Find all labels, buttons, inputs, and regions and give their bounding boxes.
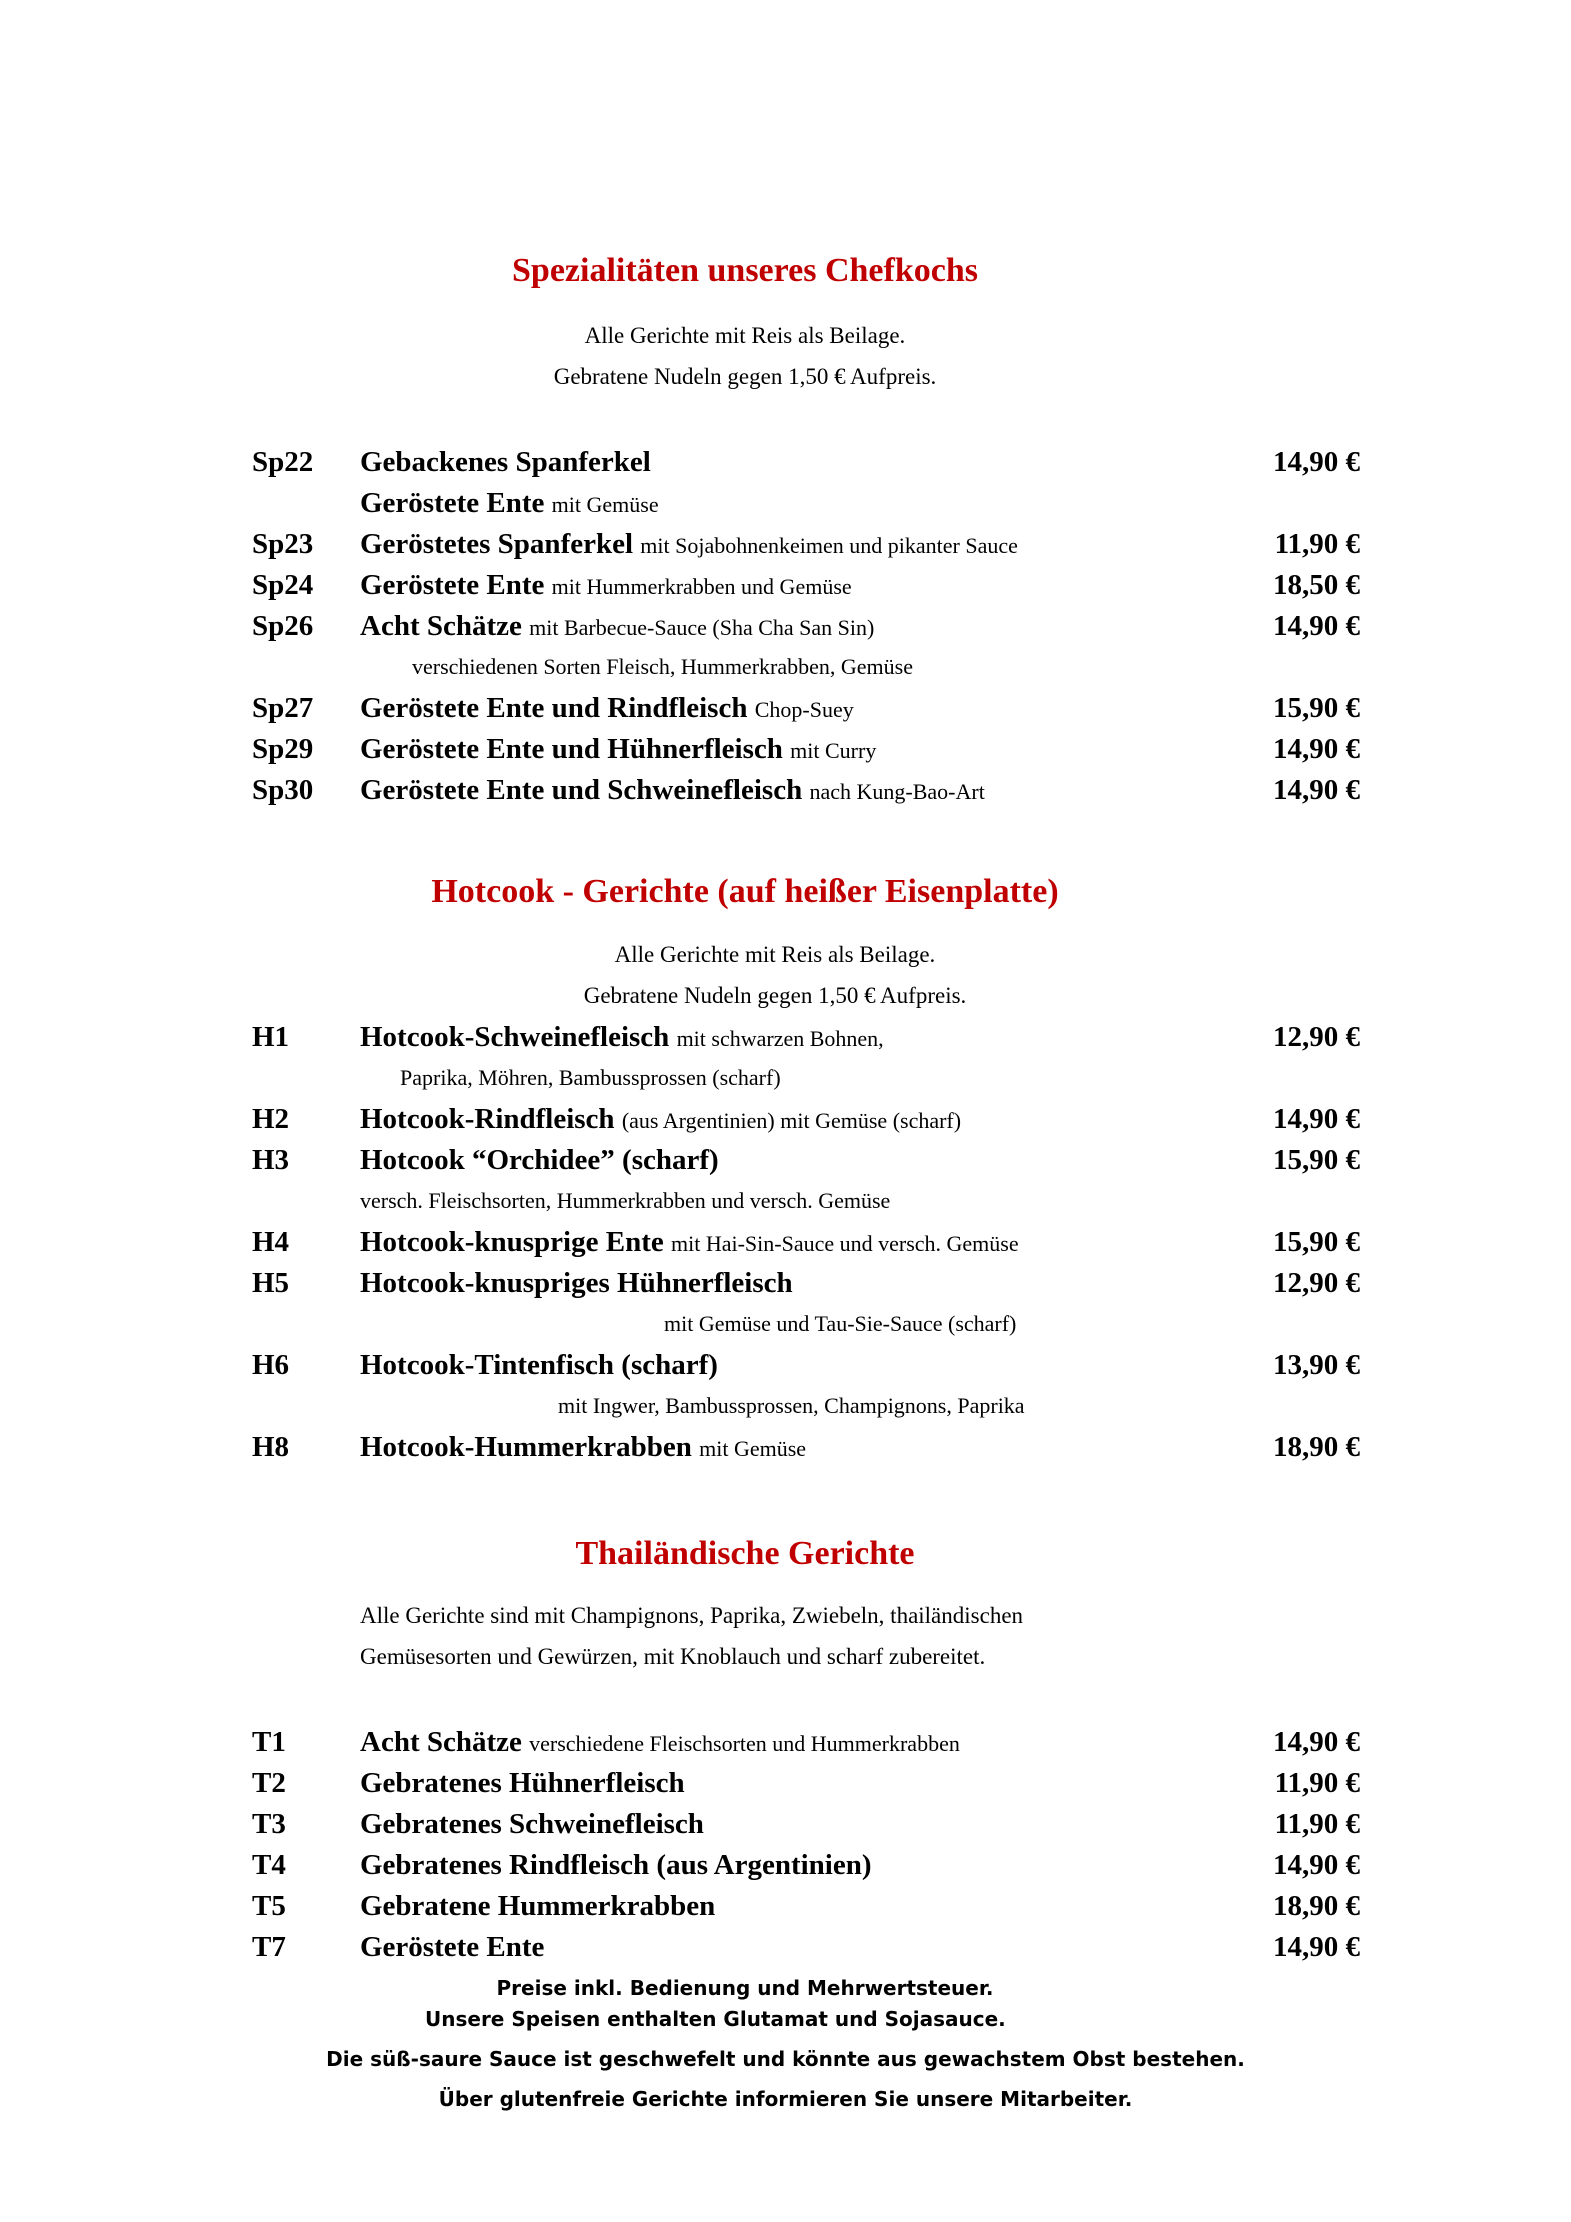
item-code: T5 <box>252 1890 286 1922</box>
item-description: mit schwarzen Bohnen, <box>676 1026 884 1051</box>
item-name: Hotcook “Orchidee” (scharf) <box>360 1144 719 1176</box>
item-price: 14,90 € <box>1273 733 1360 765</box>
item-price: 18,90 € <box>1273 1431 1360 1463</box>
item-name: Acht Schätze <box>360 610 522 642</box>
item-name: Geröstete Ente <box>360 487 545 519</box>
menu-item <box>252 569 1362 609</box>
menu-item <box>252 1431 1362 1471</box>
item-name: Geröstete Ente und Rindfleisch <box>360 692 748 724</box>
item-name: Acht Schätze <box>360 1726 522 1758</box>
item-code: Sp27 <box>252 692 314 724</box>
item-description: verschiedene Fleischsorten und Hummerkrabben <box>529 1731 960 1756</box>
item-price: 14,90 € <box>1273 610 1360 642</box>
menu-item <box>252 1349 1362 1389</box>
item-description: mit Curry <box>790 738 877 763</box>
item-description: nach Kung-Bao-Art <box>809 779 985 804</box>
item-price: 11,90 € <box>1274 1767 1360 1799</box>
menu-item <box>252 446 1362 486</box>
item-name: Hotcook-Tintenfisch (scharf) <box>360 1349 718 1381</box>
item-code: T7 <box>252 1931 286 1963</box>
item-code: Sp22 <box>252 446 314 478</box>
section-note: Gebratene Nudeln gegen 1,50 € Aufpreis. <box>553 364 937 389</box>
section-note: Alle Gerichte mit Reis als Beilage. <box>614 942 936 967</box>
item-price: 14,90 € <box>1273 1931 1360 1963</box>
item-title <box>360 487 659 520</box>
menu-item <box>252 1144 1362 1184</box>
section-title-specialities: Spezialitäten unseres Chefkochs <box>512 252 978 289</box>
item-price: 14,90 € <box>1273 1849 1360 1881</box>
menu-item <box>252 692 1362 732</box>
item-description: mit Sojabohnenkeimen und pikanter Sauce <box>640 533 1018 558</box>
item-price: 18,90 € <box>1273 1890 1360 1922</box>
item-code: H1 <box>252 1021 290 1053</box>
item-price: 11,90 € <box>1274 1808 1360 1840</box>
item-name: Hotcook-Schweinefleisch <box>360 1021 670 1053</box>
item-description: mit Hummerkrabben und Gemüse <box>551 574 852 599</box>
menu-item <box>252 1103 1362 1143</box>
item-code: T2 <box>252 1767 286 1799</box>
item-code: H2 <box>252 1103 290 1135</box>
item-description: mit Barbecue-Sauce (Sha Cha San Sin) <box>529 615 875 640</box>
item-price: 14,90 € <box>1273 774 1360 806</box>
menu-item <box>252 1267 1362 1307</box>
item-code: T4 <box>252 1849 286 1881</box>
item-description: (aus Argentinien) mit Gemüse (scharf) <box>621 1108 962 1133</box>
item-code: H3 <box>252 1144 290 1176</box>
section-note: Alle Gerichte sind mit Champignons, Paprika, Zwiebeln, thailändischen <box>360 1603 1024 1628</box>
menu-item <box>252 1849 1362 1889</box>
item-name: Gebackenes Spanferkel <box>360 446 651 478</box>
item-code: H8 <box>252 1431 290 1463</box>
item-price: 12,90 € <box>1273 1021 1360 1053</box>
item-price: 18,50 € <box>1273 569 1360 601</box>
item-description: mit Gemüse <box>699 1436 807 1461</box>
item-code: T3 <box>252 1808 286 1840</box>
item-name: Gebratenes Rindfleisch (aus Argentinien) <box>360 1849 872 1881</box>
item-name: Geröstete Ente <box>360 569 545 601</box>
item-price: 11,90 € <box>1274 528 1360 560</box>
item-subline: mit Ingwer, Bambussprossen, Champignons, Paprika <box>558 1393 1025 1418</box>
item-price: 14,90 € <box>1273 1103 1360 1135</box>
footer-note: Preise inkl. Bedienung und Mehrwertsteuer. <box>496 1976 994 2000</box>
item-description: Chop-Suey <box>754 697 854 722</box>
item-code: Sp30 <box>252 774 314 806</box>
item-subline: verschiedenen Sorten Fleisch, Hummerkrabben, Gemüse <box>412 654 913 679</box>
item-code: Sp24 <box>252 569 314 601</box>
item-name: Hotcook-Rindfleisch <box>360 1103 615 1135</box>
menu-item <box>252 1931 1362 1971</box>
menu-item <box>252 1226 1362 1266</box>
item-price: 14,90 € <box>1273 1726 1360 1758</box>
item-subline: Paprika, Möhren, Bambussprossen (scharf) <box>400 1065 781 1090</box>
menu-item <box>252 1767 1362 1807</box>
item-subline: versch. Fleischsorten, Hummerkrabben und versch. Gemüse <box>360 1188 891 1213</box>
footer-note: Über glutenfreie Gerichte informieren Sie unsere Mitarbeiter. <box>438 2087 1133 2111</box>
menu-item <box>252 774 1362 814</box>
menu-item <box>252 528 1362 568</box>
menu-item <box>252 1890 1362 1930</box>
item-name: Gebratenes Schweinefleisch <box>360 1808 704 1840</box>
item-price: 13,90 € <box>1273 1349 1360 1381</box>
section-title-thai: Thailändische Gerichte <box>575 1535 915 1572</box>
menu-item <box>252 733 1362 773</box>
item-name: Geröstete Ente und Hühnerfleisch <box>360 733 783 765</box>
item-code: H6 <box>252 1349 290 1381</box>
section-title-hotcook: Hotcook - Gerichte (auf heißer Eisenplatte) <box>431 873 1059 910</box>
item-code: Sp23 <box>252 528 314 560</box>
section-note: Alle Gerichte mit Reis als Beilage. <box>584 323 906 348</box>
item-code: Sp26 <box>252 610 314 642</box>
section-note: Gebratene Nudeln gegen 1,50 € Aufpreis. <box>583 983 967 1008</box>
item-name: Hotcook-knusprige Ente <box>360 1226 664 1258</box>
section-note: Gemüsesorten und Gewürzen, mit Knoblauch und scharf zubereitet. <box>360 1644 986 1669</box>
item-description: mit Gemüse <box>551 492 659 517</box>
item-name: Geröstete Ente <box>360 1931 545 1963</box>
item-code: H4 <box>252 1226 290 1258</box>
item-code: Sp29 <box>252 733 314 765</box>
item-code: T1 <box>252 1726 286 1758</box>
item-name: Gebratenes Hühnerfleisch <box>360 1767 685 1799</box>
menu-item <box>252 1808 1362 1848</box>
item-description: mit Hai-Sin-Sauce und versch. Gemüse <box>670 1231 1019 1256</box>
item-name: Hotcook-knuspriges Hühnerfleisch <box>360 1267 793 1299</box>
item-price: 12,90 € <box>1273 1267 1360 1299</box>
item-subline: mit Gemüse und Tau-Sie-Sauce (scharf) <box>664 1311 1017 1336</box>
menu-item <box>252 1021 1362 1061</box>
item-price: 15,90 € <box>1273 1144 1360 1176</box>
item-code: H5 <box>252 1267 290 1299</box>
footer-note: Die süß-saure Sauce ist geschwefelt und könnte aus gewachstem Obst bestehen. <box>326 2047 1245 2071</box>
item-name: Gebratene Hummerkrabben <box>360 1890 716 1922</box>
menu-item <box>252 610 1362 650</box>
item-name: Geröstetes Spanferkel <box>360 528 634 560</box>
menu-item <box>252 487 1362 527</box>
item-name: Geröstete Ente und Schweinefleisch <box>360 774 803 806</box>
footer-note: Unsere Speisen enthalten Glutamat und Sojasauce. <box>425 2007 1006 2031</box>
item-name: Hotcook-Hummerkrabben <box>360 1431 692 1463</box>
menu-item <box>252 1726 1362 1766</box>
item-price: 14,90 € <box>1273 446 1360 478</box>
item-price: 15,90 € <box>1273 1226 1360 1258</box>
item-price: 15,90 € <box>1273 692 1360 724</box>
